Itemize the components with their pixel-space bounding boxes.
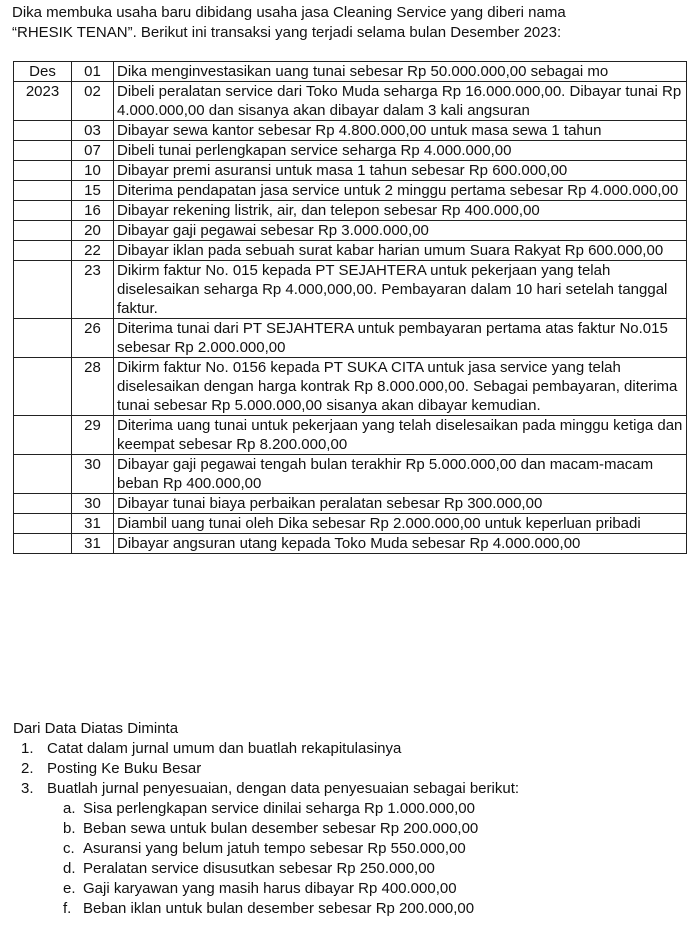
instructions-heading: Dari Data Diatas Diminta [13,720,179,737]
day-cell: 26 [72,319,114,358]
description-cell: Dibayar angsuran utang kepada Toko Muda sebesar Rp 4.000.000,00 [114,534,687,554]
description-cell: Dibayar iklan pada sebuah surat kabar harian umum Suara Rakyat Rp 600.000,00 [114,241,687,261]
table-row [14,221,687,241]
list-text: Beban sewa untuk bulan desember sebesar Rp 200.000,00 [83,820,479,837]
year-cell [14,241,72,261]
list-item [47,799,683,819]
list-item [47,839,683,859]
day-cell: 30 [72,494,114,514]
year-cell [14,181,72,201]
description-cell: Dikirm faktur No. 0156 kepada PT SUKA CITA untuk jasa service yang telah diselesaikan dengan harga kontrak Rp 8.000.000,00. Sebagai pembayaran, diterima tunai sebesar Rp 5.000.000,00 sisanya akan dibayar kemudian. [114,358,687,416]
list-item [13,759,683,779]
list-letter: c. [63,840,75,857]
description-cell: Dibeli peralatan service dari Toko Muda seharga Rp 16.000.000,00. Dibayar tunai Rp 4.000.000,00 dan sisanya akan dibayar dalam 3 kali angsuran [114,82,687,121]
day-cell: 31 [72,514,114,534]
description-cell: Dibayar sewa kantor sebesar Rp 4.800.000,00 untuk masa sewa 1 tahun [114,121,687,141]
list-letter: e. [63,880,76,897]
year-cell [14,121,72,141]
list-number: 2. [21,760,34,777]
list-item [13,779,683,919]
year-cell [14,221,72,241]
table-row [14,358,687,416]
list-item [47,819,683,839]
list-text: Peralatan service disusutkan sebesar Rp 250.000,00 [83,860,435,877]
list-letter: a. [63,800,76,817]
list-text: Beban iklan untuk bulan desember sebesar Rp 200.000,00 [83,900,475,917]
description-cell: Diterima pendapatan jasa service untuk 2 minggu pertama sebesar Rp 4.000.000,00 [114,181,687,201]
list-text: Sisa perlengkapan service dinilai seharga Rp 1.000.000,00 [83,800,475,817]
day-cell: 07 [72,141,114,161]
day-cell: 10 [72,161,114,181]
table-row [14,82,687,121]
year-cell [14,494,72,514]
adjustment-list [47,799,683,919]
day-cell: 23 [72,261,114,319]
list-text: Buatlah jurnal penyesuaian, dengan data penyesuaian sebagai berikut: [47,780,520,797]
list-letter: b. [63,820,76,837]
list-number: 1. [21,740,34,757]
list-text: Catat dalam jurnal umum dan buatlah rekapitulasinya [47,740,402,757]
year-cell [14,141,72,161]
list-item [47,879,683,899]
description-cell: Diterima tunai dari PT SEJAHTERA untuk pembayaran pertama atas faktur No.015 sebesar Rp 2.000.000,00 [114,319,687,358]
year-cell [14,534,72,554]
task-list [13,739,683,919]
year-cell [14,319,72,358]
table-row [14,455,687,494]
year-cell [14,261,72,319]
year-cell [14,455,72,494]
description-cell: Dikirm faktur No. 015 kepada PT SEJAHTERA untuk pekerjaan yang telah diselesaikan seharga Rp 4.000,000,00. Pembayaran dalam 10 hari setelah tanggal faktur. [114,261,687,319]
day-cell: 20 [72,221,114,241]
description-cell: Dibayar premi asuransi untuk masa 1 tahun sebesar Rp 600.000,00 [114,161,687,181]
description-cell: Diterima uang tunai untuk pekerjaan yang telah diselesaikan pada minggu ketiga dan keempat sebesar Rp 8.200.000,00 [114,416,687,455]
table-row [14,416,687,455]
transactions-table [13,61,687,554]
table-row [14,514,687,534]
intro-paragraph [12,3,688,43]
list-item [47,859,683,879]
table-row [14,534,687,554]
description-cell: Dibayar gaji pegawai sebesar Rp 3.000.000,00 [114,221,687,241]
day-cell: 16 [72,201,114,221]
table-row [14,161,687,181]
table-row [14,494,687,514]
year-cell: 2023 [14,82,72,121]
day-cell: 15 [72,181,114,201]
description-cell: Dibayar tunai biaya perbaikan peralatan sebesar Rp 300.000,00 [114,494,687,514]
table-row [14,261,687,319]
table-row [14,201,687,221]
year-cell [14,201,72,221]
year-cell [14,514,72,534]
intro-line-2: “RHESIK TENAN”. Berikut ini transaksi yang terjadi selama bulan Desember 2023: [12,24,562,41]
description-cell: Dika menginvestasikan uang tunai sebesar Rp 50.000.000,00 sebagai mo [114,62,687,82]
table-row [14,121,687,141]
table-row [14,181,687,201]
year-cell [14,358,72,416]
intro-line-1: Dika membuka usaha baru dibidang usaha jasa Cleaning Service yang diberi nama [12,4,566,21]
year-cell [14,161,72,181]
list-letter: d. [63,860,76,877]
day-cell: 28 [72,358,114,416]
day-cell: 02 [72,82,114,121]
year-cell [14,416,72,455]
list-item [13,739,683,759]
description-cell: Dibayar gaji pegawai tengah bulan terakhir Rp 5.000.000,00 dan macam-macam beban Rp 400.000,00 [114,455,687,494]
list-item [47,899,683,919]
year-cell: Des [14,62,72,82]
day-cell: 30 [72,455,114,494]
list-text: Gaji karyawan yang masih harus dibayar Rp 400.000,00 [83,880,457,897]
description-cell: Dibayar rekening listrik, air, dan telepon sebesar Rp 400.000,00 [114,201,687,221]
instructions-section [13,719,683,919]
list-number: 3. [21,780,34,797]
table-row [14,141,687,161]
list-text: Asuransi yang belum jatuh tempo sebesar Rp 550.000,00 [83,840,466,857]
table-row [14,62,687,82]
day-cell: 31 [72,534,114,554]
table-row [14,241,687,261]
list-letter: f. [63,900,72,917]
description-cell: Dibeli tunai perlengkapan service seharga Rp 4.000.000,00 [114,141,687,161]
list-text: Posting Ke Buku Besar [47,760,202,777]
day-cell: 29 [72,416,114,455]
day-cell: 22 [72,241,114,261]
day-cell: 03 [72,121,114,141]
description-cell: Diambil uang tunai oleh Dika sebesar Rp 2.000.000,00 untuk keperluan pribadi [114,514,687,534]
day-cell: 01 [72,62,114,82]
table-row [14,319,687,358]
